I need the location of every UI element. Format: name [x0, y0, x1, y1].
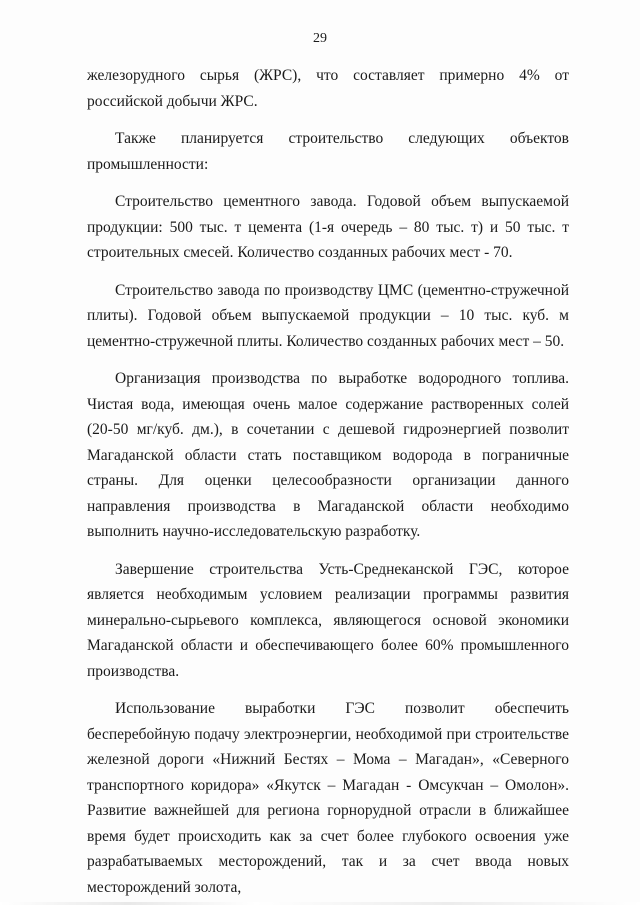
paragraph: Организация производства по выработке водородного топлива. Чистая вода, имеющая очень малое содержание растворенных солей (20-50 мг/куб. дм.), в сочетании с дешевой гидроэнергией позволит Магаданской области стать поставщиком водорода в пограничные страны. Для оценки целесообразности организации данного направления производства в Магаданской области необходимо выполнить научно-исследовательскую разработку. — [87, 370, 569, 540]
paragraph: железорудного сырья (ЖРС), что составляет примерно 4% от российской добычи ЖРС. — [87, 67, 569, 110]
page-number: 29 — [313, 31, 327, 46]
document-body — [87, 63, 569, 900]
paragraph: Завершение строительства Усть-Среднеканской ГЭС, которое является необходимым условием реализации программы развития минерально-сырьевого комплекса, являющегося основой экономики Магаданской области и обеспечивающего более 60% промышленного производства. — [87, 560, 569, 680]
paragraph: Строительство цементного завода. Годовой объем выпускаемой продукции: 500 тыс. т цемента (1-я очередь – 80 тыс. т) и 50 тыс. т строительных смесей. Количество созданных рабочих мест - 70. — [87, 193, 569, 261]
paragraph: Также планируется строительство следующих объектов промышленности: — [87, 130, 569, 173]
paragraph: Использование выработки ГЭС позволит обеспечить бесперебойную подачу электроэнергии, необходимой при строительстве железной дороги «Нижний Бестях – Мома – Магадан», «Северного транспортного коридора» «Якутск – Магадан - Омсукчан – Омолон». Развитие важнейшей для региона горнорудной отрасли в ближайшее время будет происходить как за счет более глубокого освоения уже разрабатываемых месторождений, так и за счет ввода новых месторождений золота, — [87, 700, 569, 896]
paragraph: Строительство завода по производству ЦМС (цементно-стружечной плиты). Годовой объем выпускаемой продукции – 10 тыс. куб. м цементно-стружечной плиты. Количество созданных рабочих мест – 50. — [87, 281, 569, 350]
